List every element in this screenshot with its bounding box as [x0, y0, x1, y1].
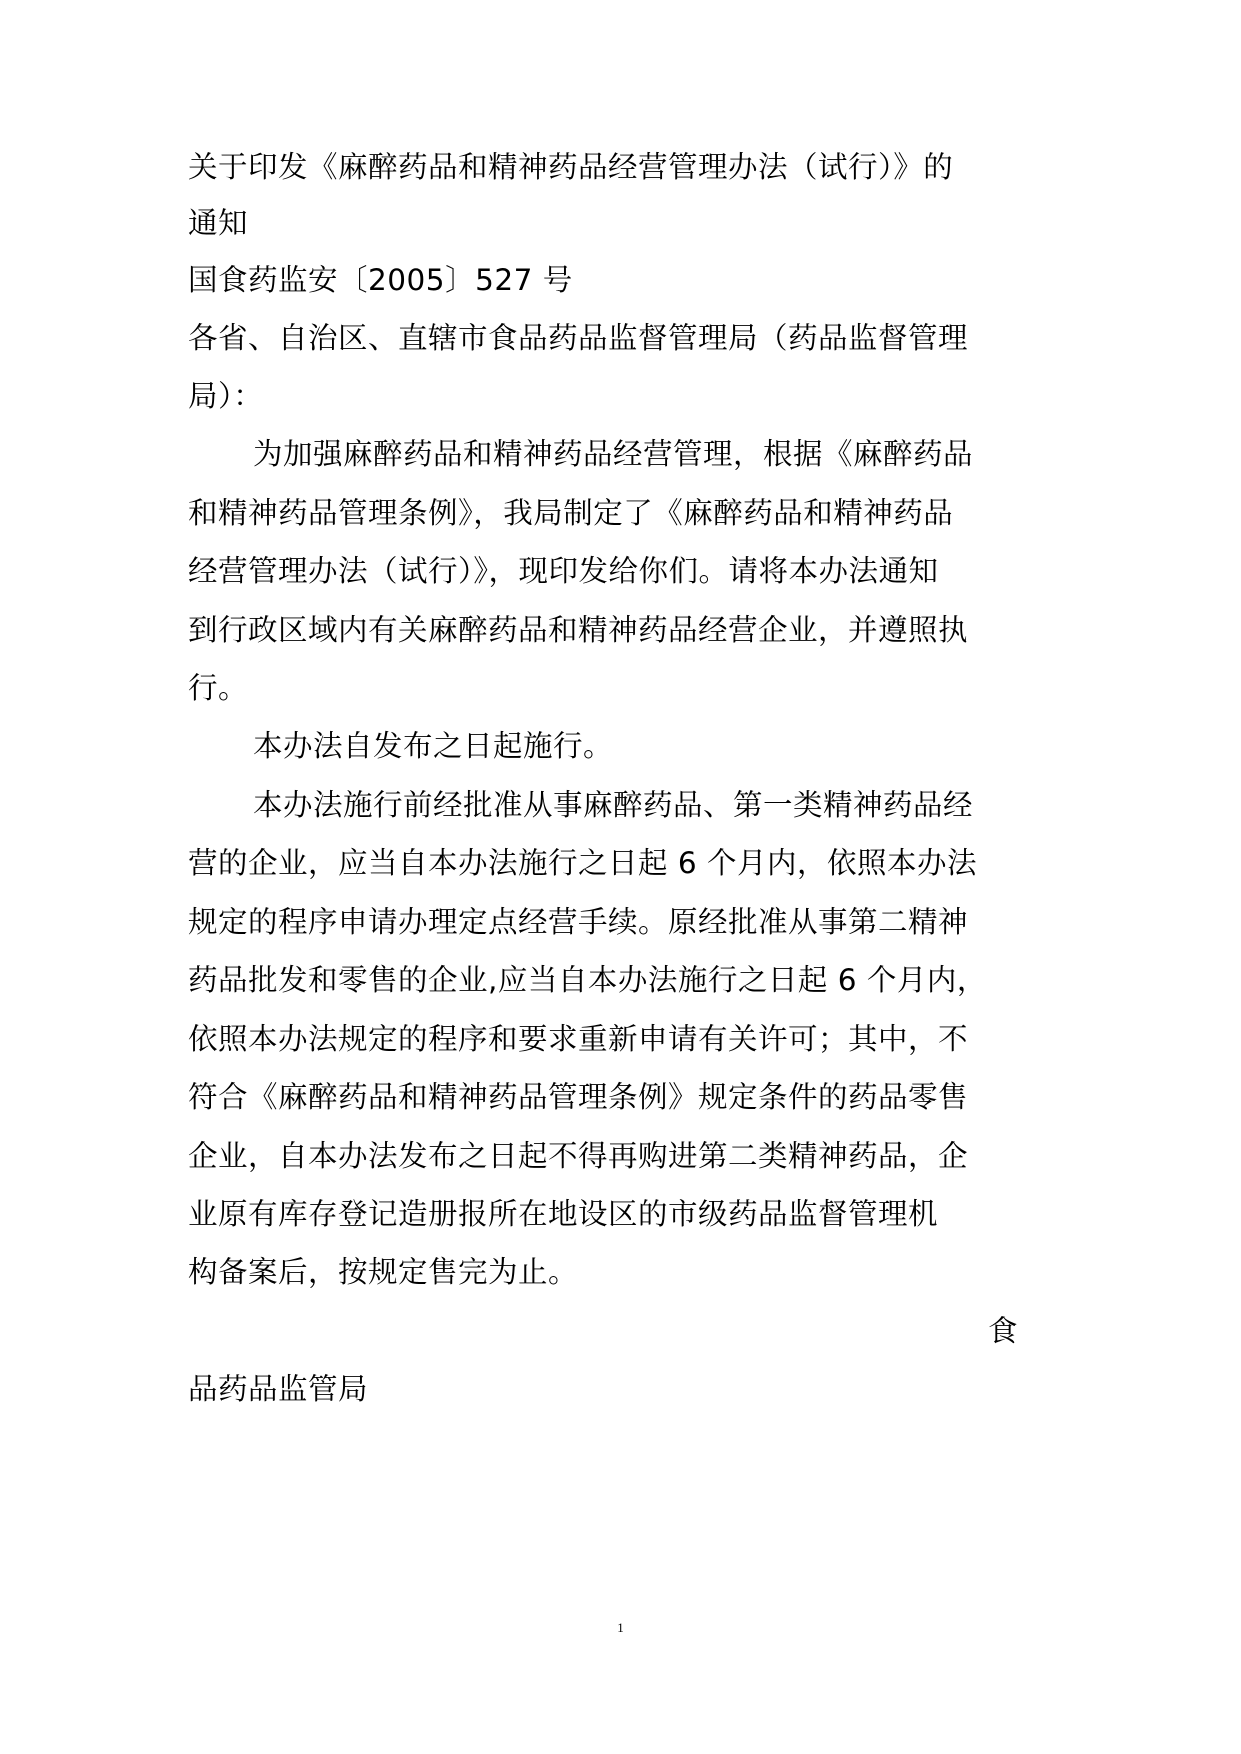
addressee-line-1: 各省、自治区、直辖市食品药品监督管理局（药品监督管理: [188, 321, 969, 355]
body-paragraph-3-line-1: 本办法施行前经批准从事麻醉药品、第一类精神药品经: [253, 788, 974, 822]
body-paragraph-3-line-3: 规定的程序申请办理定点经营手续。原经批准从事第二精神: [188, 905, 969, 939]
signature-line-2: 品药品监管局: [188, 1372, 369, 1406]
body-paragraph-1-line-5: 行。: [188, 671, 249, 705]
title-line-1: 关于印发《麻醉药品和精神药品经营管理办法（试行）》的: [188, 150, 954, 184]
body-paragraph-2: 本办法自发布之日起施行。: [253, 729, 614, 763]
page-number: 1: [617, 1620, 624, 1635]
title-line-2: 通知: [188, 206, 249, 240]
body-paragraph-3-line-4: 药品批发和零售的企业,应当自本办法施行之日起 6 个月内，: [188, 963, 987, 997]
document-number: 国食药监安〔2005〕527 号: [188, 263, 573, 297]
signature-line-1: 食: [988, 1314, 1019, 1348]
body-paragraph-1-line-3: 经营管理办法（试行）》，现印发给你们。请将本办法通知: [188, 554, 939, 588]
body-paragraph-3-line-2: 营的企业，应当自本办法施行之日起 6 个月内，依照本办法: [188, 846, 978, 880]
addressee-line-2: 局）：: [188, 379, 264, 413]
body-paragraph-3-line-9: 构备案后，按规定售完为止。: [188, 1255, 579, 1289]
body-paragraph-1-line-4: 到行政区域内有关麻醉药品和精神药品经营企业，并遵照执: [188, 613, 969, 647]
body-paragraph-3-line-7: 企业，自本办法发布之日起不得再购进第二类精神药品，企: [188, 1139, 969, 1173]
body-paragraph-3-line-6: 符合《麻醉药品和精神药品管理条例》规定条件的药品零售: [188, 1080, 969, 1114]
body-paragraph-3-line-5: 依照本办法规定的程序和要求重新申请有关许可；其中，不: [188, 1022, 969, 1056]
body-paragraph-3-line-8: 业原有库存登记造册报所在地设区的市级药品监督管理机: [188, 1197, 939, 1231]
body-paragraph-1-line-1: 为加强麻醉药品和精神药品经营管理，根据《麻醉药品: [253, 437, 974, 471]
body-paragraph-1-line-2: 和精神药品管理条例》，我局制定了《麻醉药品和精神药品: [188, 496, 954, 530]
